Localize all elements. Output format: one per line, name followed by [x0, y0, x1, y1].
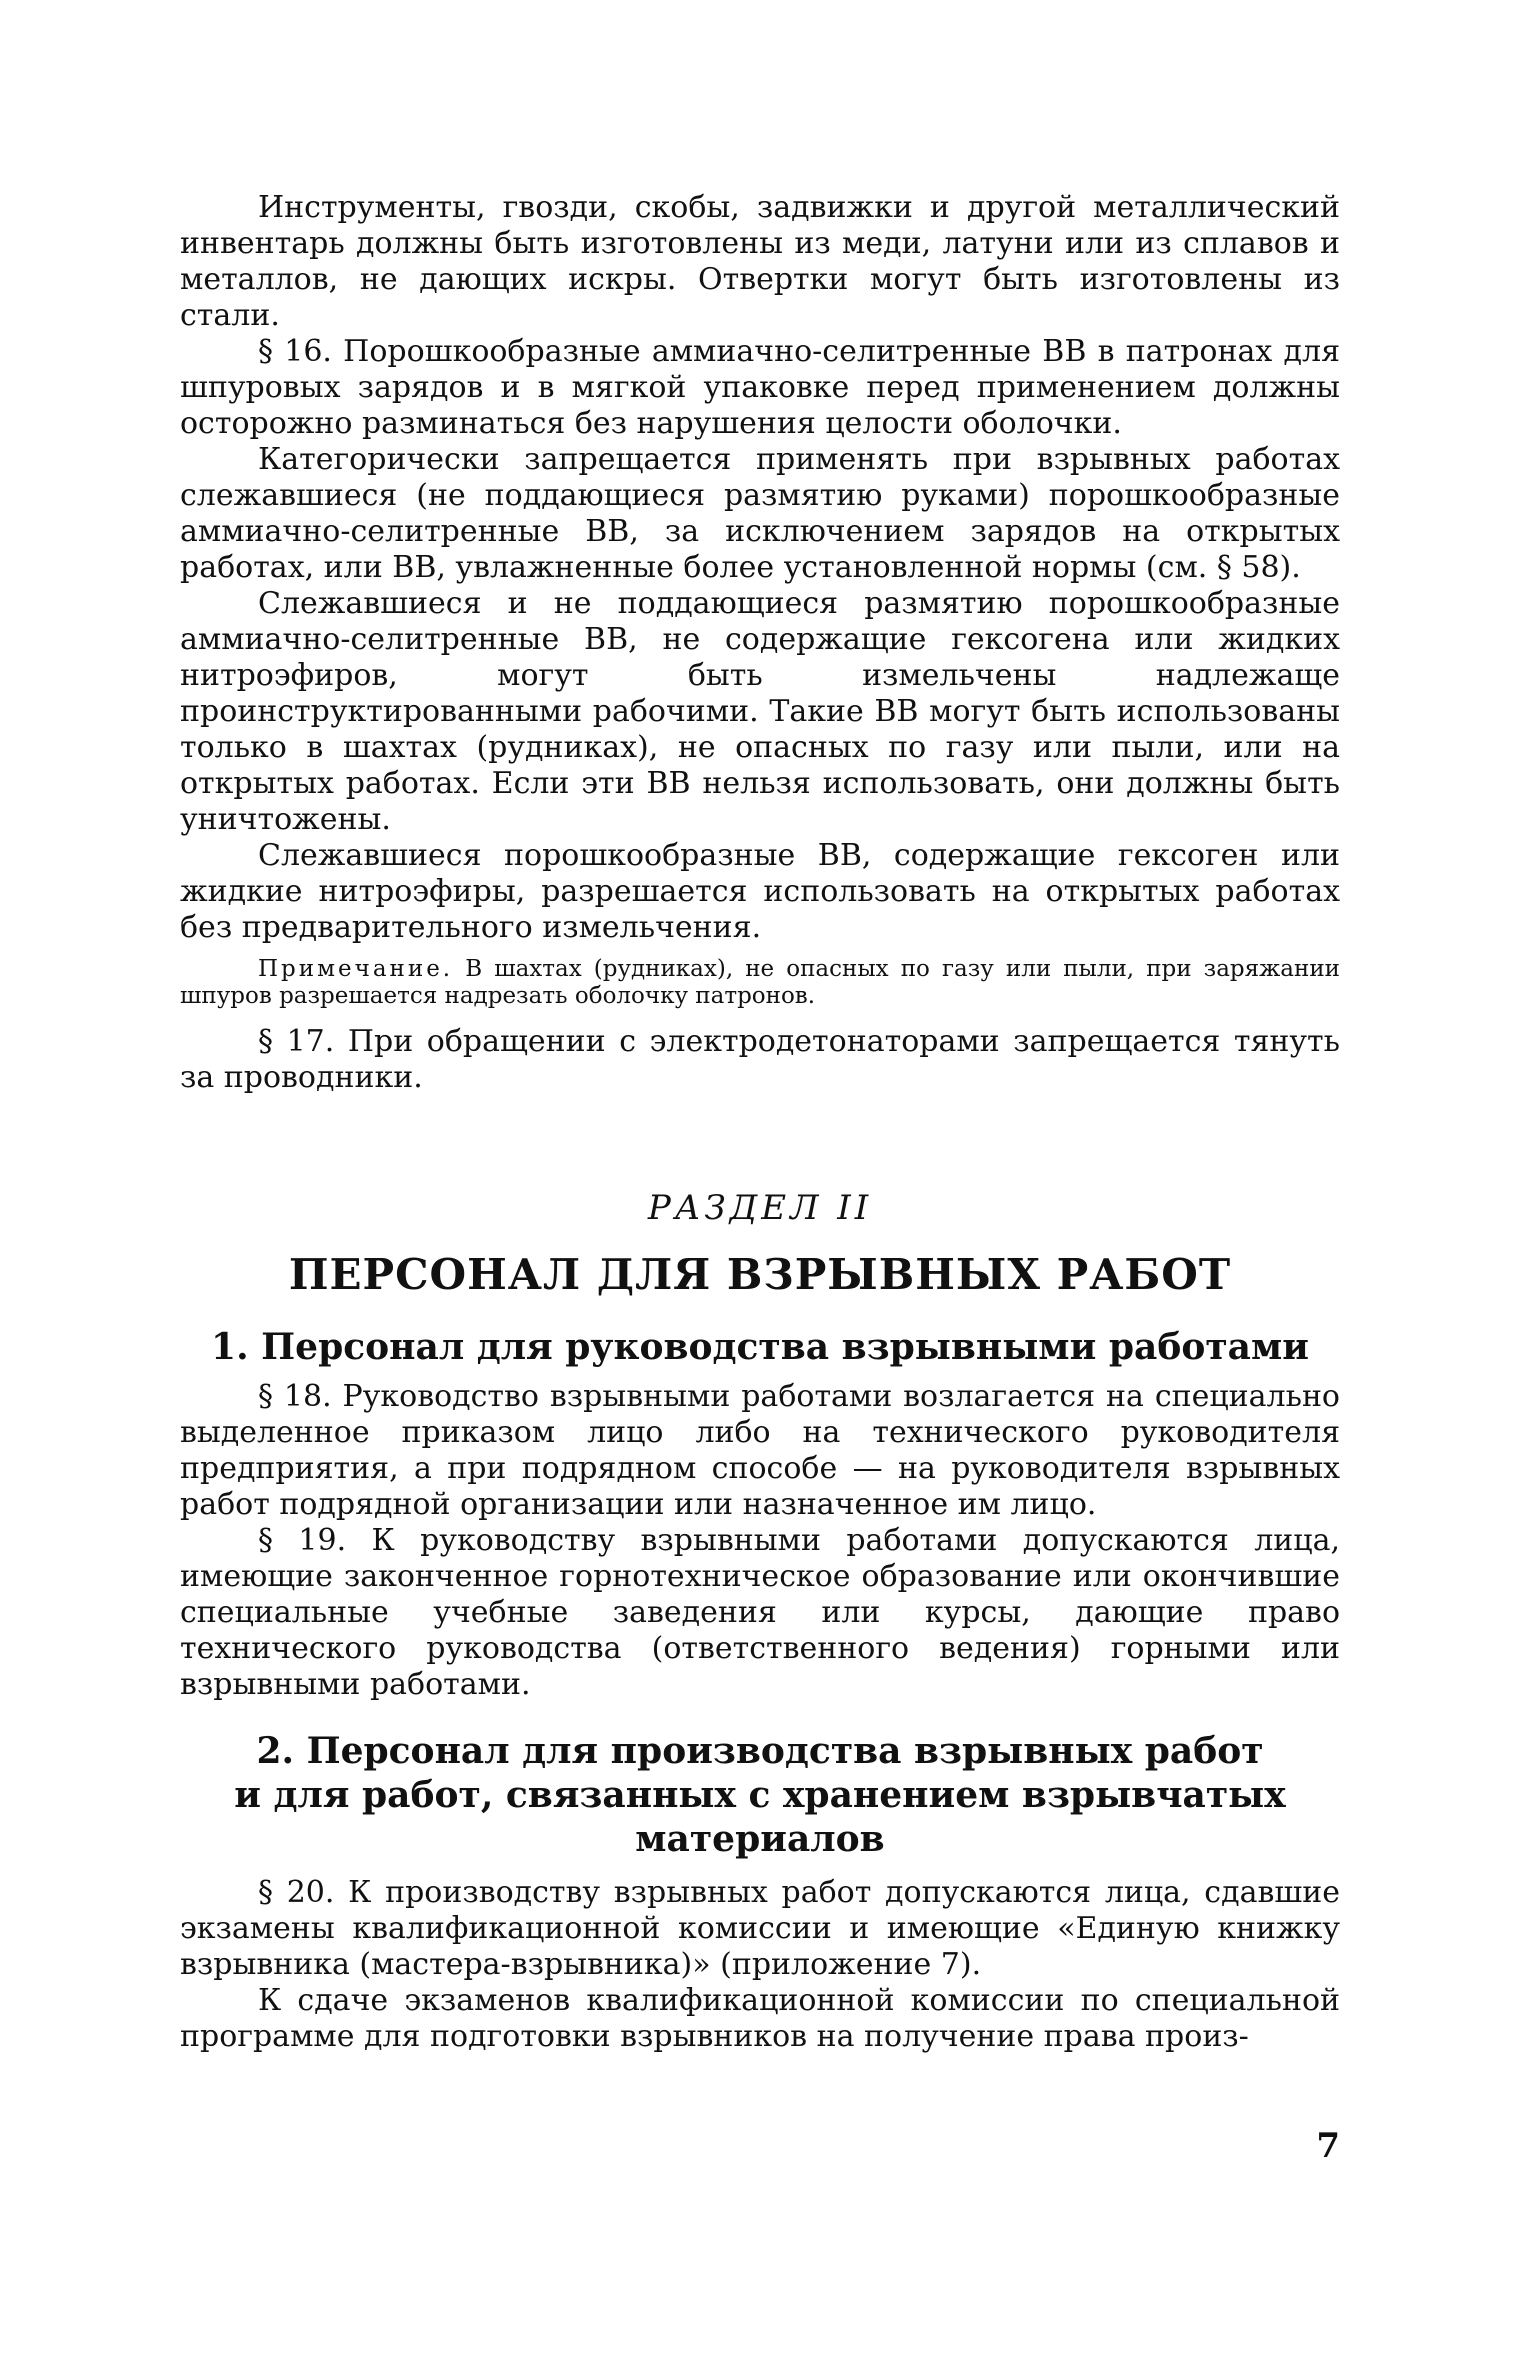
paragraph-17: § 17. При обращении с электродетонаторами запрещается тянуть за проводники. [180, 1024, 1340, 1095]
note-text: В шахтах (рудниках), не опасных по газу или пыли, при заряжании шпуров разрешается надрезать оболочку патронов. [180, 956, 1341, 1009]
paragraph-19: § 19. К руководству взрывными работами допускаются лица, имеющие законченное горнотехническое образование или окончившие специальные учебные заведения или курсы, дающие право технического руководства (ответственного ведения) горными или взрывными работами. [180, 1523, 1340, 1702]
paragraph-caked-explosives: Слежавшиеся и не поддающиеся размятию порошкообразные аммиачно-селитренные ВВ, не содержащие гексогена или жидких нитроэфиров, могут быть измельчены надлежаще проинструктированными рабочими. Такие ВВ могут быть использованы только в шахтах (рудниках), не опасных по газу или пыли, или на открытых работах. Если эти ВВ нельзя использовать, они должны быть уничтожены. [180, 586, 1340, 837]
subsection-2-title-line2: и для работ, связанных с хранением взрывчатых [234, 1774, 1286, 1816]
subsection-2-title-line1: 2. Персонал для производства взрывных работ [256, 1730, 1264, 1772]
paragraph-hexogen: Слежавшиеся порошкообразные ВВ, содержащие гексоген или жидкие нитроэфиры, разрешается использовать на открытых работах без предварительного измельчения. [180, 838, 1340, 945]
page-number: 7 [1316, 2126, 1340, 2166]
paragraph-16: § 16. Порошкообразные аммиачно-селитренные ВВ в патронах для шпуровых зарядов и в мягкой упаковке перед применением должны осторожно разминаться без нарушения целости оболочки. [180, 334, 1340, 441]
paragraph-18: § 18. Руководство взрывными работами возлагается на специально выделенное приказом лицо либо на технического руководителя предприятия, а при подрядном способе — на руководителя взрывных работ подрядной организации или назначенное им лицо. [180, 1379, 1340, 1522]
section-label: РАЗДЕЛ II [647, 1188, 873, 1228]
note [180, 956, 1340, 1010]
paragraph-tools: Инструменты, гвозди, скобы, задвижки и другой металлический инвентарь должны быть изготовлены из меди, латуни или из сплавов и металлов, не дающих искры. Отвертки могут быть изготовлены из стали. [180, 190, 1340, 333]
paragraph-prohibition: Категорически запрещается применять при взрывных работах слежавшиеся (не поддающиеся размятию руками) порошкообразные аммиачно-селитренные ВВ, за исключением зарядов на открытых работах, или ВВ, увлажненные более установленной нормы (см. § 58). [180, 442, 1340, 585]
subsection-2-title-line3: материалов [635, 1818, 885, 1860]
note-label: Примечание. [258, 956, 454, 982]
paragraph-exams: К сдаче экзаменов квалификационной комиссии по специальной программе для подготовки взрывников на получение права произ- [180, 1983, 1340, 2054]
section-spacer [180, 1096, 1340, 1188]
subsection-2-title [180, 1729, 1340, 1861]
subsection-1-title: 1. Персонал для руководства взрывными работами [211, 1326, 1309, 1368]
document-page [180, 190, 1340, 2055]
paragraph-20: § 20. К производству взрывных работ допускаются лица, сдавшие экзамены квалификационной комиссии и имеющие «Единую книжку взрывника (мастера-взрывника)» (приложение 7). [180, 1875, 1340, 1982]
section-title: ПЕРСОНАЛ ДЛЯ ВЗРЫВНЫХ РАБОТ [288, 1250, 1232, 1299]
